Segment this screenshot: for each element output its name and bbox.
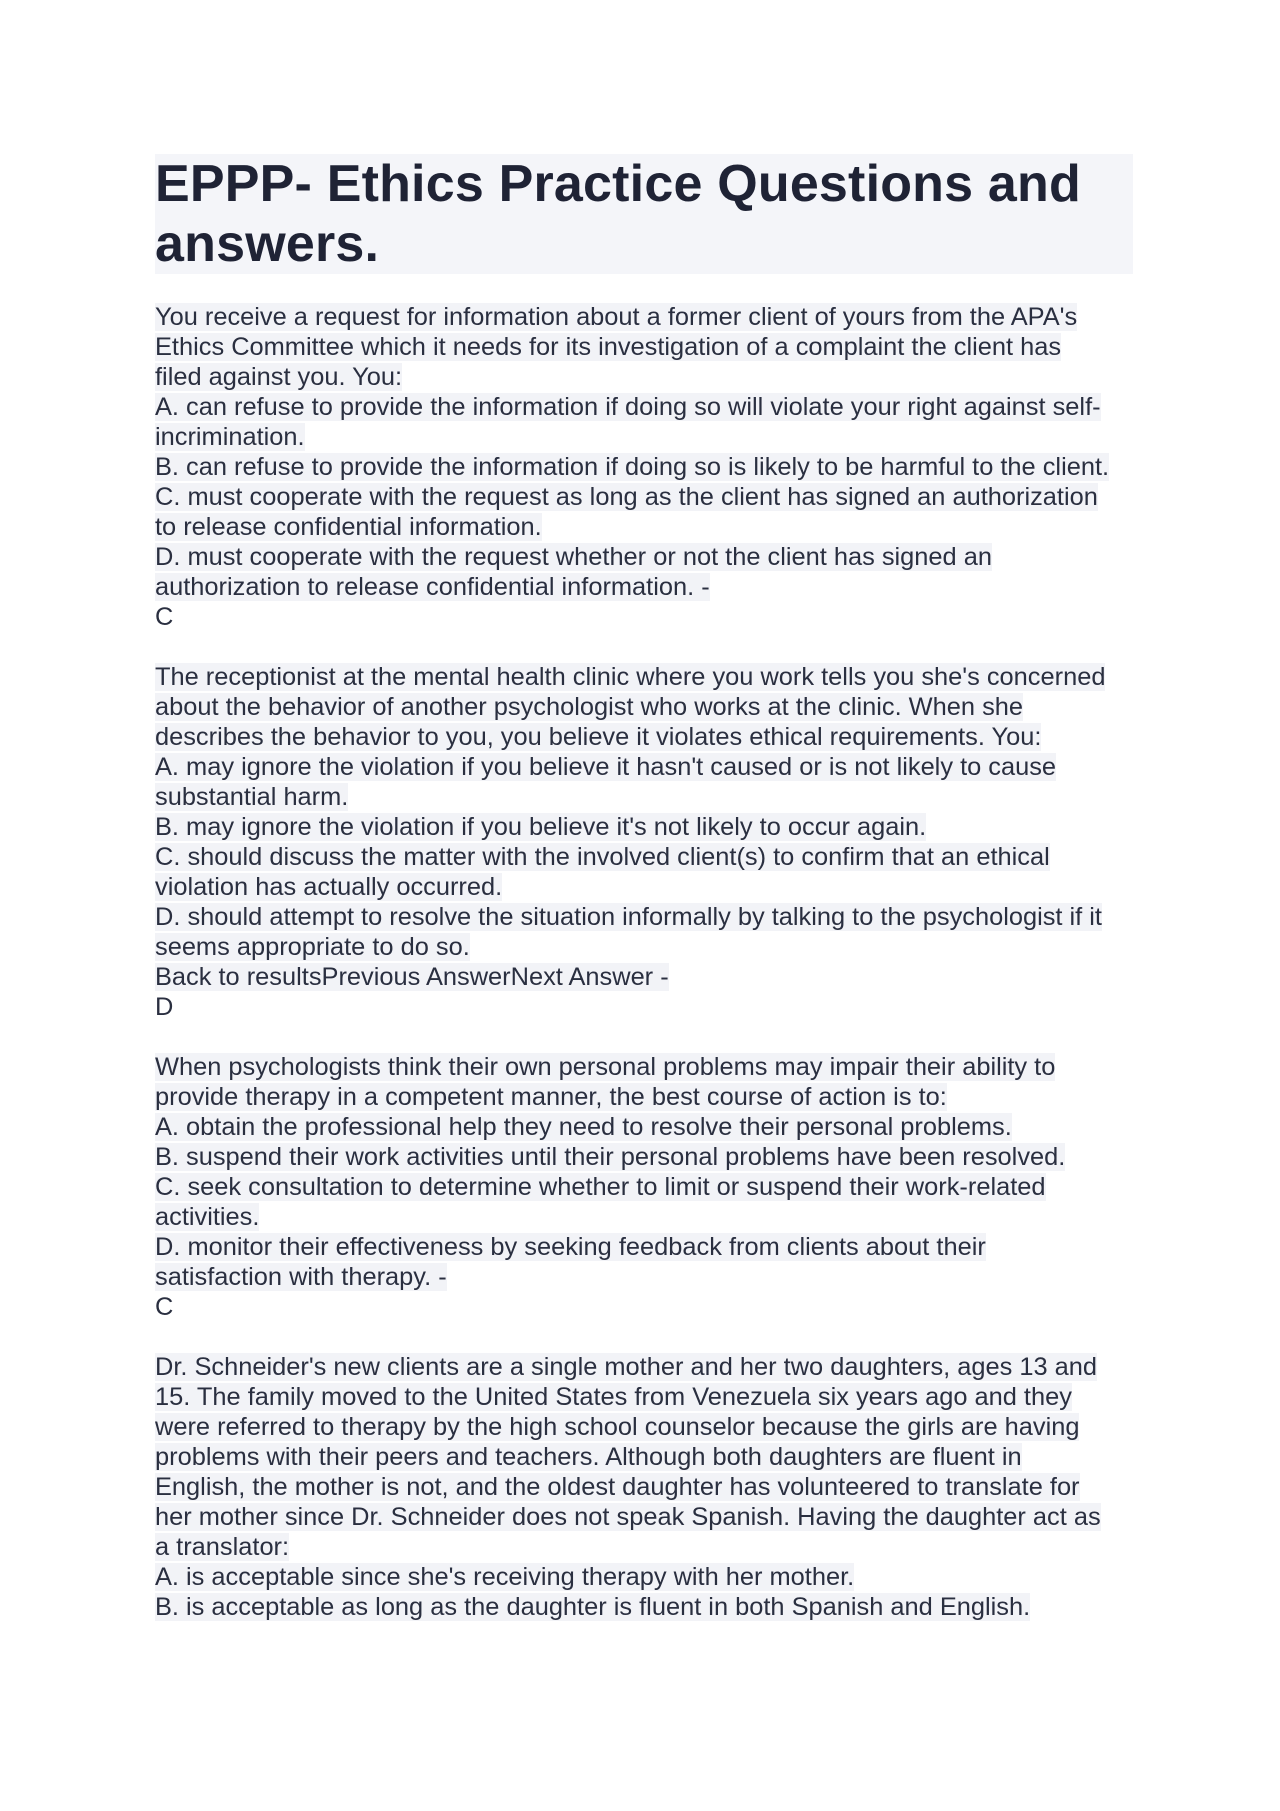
option-text-line: C. seek consultation to determine whether to limit or suspend their work-related — [155, 1173, 1046, 1201]
option-text-line: incrimination. — [155, 423, 305, 451]
question-block-2 — [155, 662, 1133, 1022]
option-text-line: A. obtain the professional help they need to resolve their personal problems. — [155, 1113, 1012, 1141]
question-text-line: Ethics Committee which it needs for its investigation of a complaint the client has — [155, 333, 1062, 361]
answer-key: C — [155, 1293, 174, 1321]
question-text-line: filed against you. You: — [155, 363, 403, 391]
option-text-line: A. can refuse to provide the information if doing so will violate your right against self- — [155, 393, 1101, 421]
title-line: answers. — [155, 215, 380, 273]
option-text-line: B. is acceptable as long as the daughter is fluent in both Spanish and English. — [155, 1593, 1031, 1621]
option-text-line: A. is acceptable since she's receiving therapy with her mother. — [155, 1563, 855, 1591]
option-text-line: C. must cooperate with the request as long as the client has signed an authorization — [155, 483, 1098, 511]
option-text-line: B. suspend their work activities until their personal problems have been resolved. — [155, 1143, 1066, 1171]
option-text-line: D. should attempt to resolve the situation informally by talking to the psychologist if it — [155, 903, 1102, 931]
question-text-line: English, the mother is not, and the oldest daughter has volunteered to translate for — [155, 1473, 1080, 1501]
question-block-3 — [155, 1052, 1133, 1322]
option-text-line: violation has actually occurred. — [155, 873, 503, 901]
option-text-line: authorization to release confidential information. - — [155, 573, 710, 601]
answer-key: D — [155, 993, 174, 1021]
title-block — [155, 154, 1133, 274]
option-text-line: A. may ignore the violation if you believe it hasn't caused or is not likely to cause — [155, 753, 1057, 781]
page-title — [155, 154, 1127, 274]
question-text-line: You receive a request for information about a former client of yours from the APA's — [155, 303, 1078, 331]
option-text-line: D. monitor their effectiveness by seeking feedback from clients about their — [155, 1233, 986, 1261]
question-text-line: a translator: — [155, 1533, 290, 1561]
option-text-line: B. can refuse to provide the information if doing so is likely to be harmful to the client. — [155, 453, 1110, 481]
navigation-text-line: Back to resultsPrevious AnswerNext Answer - — [155, 963, 669, 991]
option-text-line: B. may ignore the violation if you believe it's not likely to occur again. — [155, 813, 927, 841]
question-text-line: The receptionist at the mental health clinic where you work tells you she's concerned — [155, 663, 1106, 691]
question-text-line: 15. The family moved to the United States from Venezuela six years ago and they — [155, 1383, 1072, 1411]
option-text-line: seems appropriate to do so. — [155, 933, 470, 961]
question-text-line: Dr. Schneider's new clients are a single mother and her two daughters, ages 13 and — [155, 1353, 1098, 1381]
document-page — [155, 154, 1133, 1652]
title-line: EPPP- Ethics Practice Questions and — [155, 155, 1081, 213]
option-text-line: satisfaction with therapy. - — [155, 1263, 447, 1291]
question-text-line: about the behavior of another psychologist who works at the clinic. When she — [155, 693, 1024, 721]
question-text-line: provide therapy in a competent manner, the best course of action is to: — [155, 1083, 947, 1111]
option-text-line: D. must cooperate with the request whether or not the client has signed an — [155, 543, 992, 571]
option-text-line: to release confidential information. — [155, 513, 542, 541]
option-text-line: substantial harm. — [155, 783, 349, 811]
question-text-line: describes the behavior to you, you believe it violates ethical requirements. You: — [155, 723, 1042, 751]
option-text-line: activities. — [155, 1203, 260, 1231]
answer-key: C — [155, 603, 174, 631]
question-block-4 — [155, 1352, 1133, 1622]
question-text-line: When psychologists think their own personal problems may impair their ability to — [155, 1053, 1056, 1081]
question-text-line: problems with their peers and teachers. Although both daughters are fluent in — [155, 1443, 1022, 1471]
question-text-line: were referred to therapy by the high school counselor because the girls are having — [155, 1413, 1080, 1441]
question-text-line: her mother since Dr. Schneider does not speak Spanish. Having the daughter act as — [155, 1503, 1101, 1531]
option-text-line: C. should discuss the matter with the involved client(s) to confirm that an ethical — [155, 843, 1050, 871]
question-block-1 — [155, 302, 1133, 632]
